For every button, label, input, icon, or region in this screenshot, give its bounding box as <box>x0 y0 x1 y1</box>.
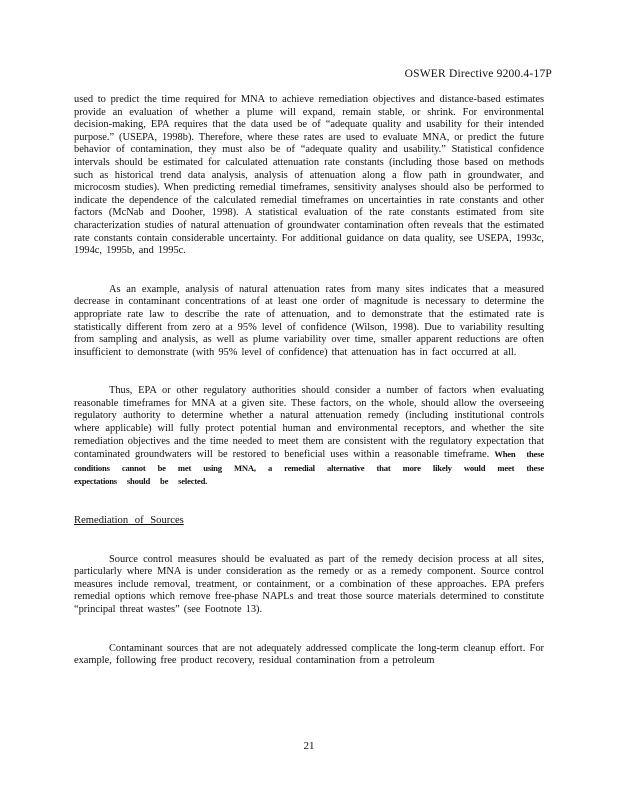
timeframes-bold-text: When these conditions cannot be met using MNA, a remedial alternative that more likely would meet these expectations should be selected. <box>74 449 544 487</box>
paragraph-contaminant-sources: Contaminant sources that are not adequately addressed complicate the long-term cleanup effort. For example, following free product recovery, residual contamination from a petroleum <box>74 642 544 667</box>
document-body <box>74 94 544 668</box>
paragraph-source-control: Source control measures should be evaluated as part of the remedy decision process at all sites, particularly where MNA is under consideration as the remedy or as a remedy component. Source control measures include removal, treatment, or containment, or a combination of these approaches. EPA prefers remedial options which remove free-phase NAPLs and treat those source materials determined to constitute “principal threat wastes” (see Footnote 13). <box>74 553 544 615</box>
timeframes-text: Thus, EPA or other regulatory authorities should consider a number of factors when evaluating reasonable timeframes for MNA at a given site. These factors, on the whole, should allow the overseeing regulatory authority to determine whether a natural attenuation remedy (including institutional controls where applicable) will fully protect potential human and environmental receptors, and whether the site remediation objectives and the time needed to meet them are consistent with the regulatory expectation that contaminated groundwaters will be restored to beneficial uses within a reasonable timeframe. <box>74 385 544 461</box>
page-number: 21 <box>303 740 315 752</box>
section-heading-remediation-of-sources: Remediation of Sources <box>74 515 184 527</box>
paragraph-timeframes <box>74 385 544 489</box>
directive-header: OSWER Directive 9200.4-17P <box>404 68 552 80</box>
paragraph-rate-uncertainty: used to predict the time required for MNA to achieve remediation objectives and distance-based estimates provide an evaluation of whether a plume will expand, remain stable, or shrink. For environmental decision-making, EPA requires that the data used be of “adequate quality and usability for their intended purpose.” (USEPA, 1998b). Therefore, where these rates are used to evaluate MNA, or predict the future behavior of contamination, they must also be of “adequate quality and usability.” Statistical confidence intervals should be estimated for calculated attenuation rate constants (including those based on methods such as historical trend data analysis, analysis of attenuation along a flow path in groundwater, and microcosm studies). When predicting remedial timeframes, sensitivity analyses should also be performed to indicate the dependence of the calculated remedial timeframes on uncertainties in rate constants and other factors (McNab and Dooher, 1998). A statistical evaluation of the rate constants estimated from site characterization studies of natural attenuation of groundwater contamination often reveals that the estimated rate constants contain considerable uncertainty. For additional guidance on data quality, see USEPA, 1993c, 1994c, 1995b, and 1995c. <box>74 94 544 257</box>
paragraph-example: As an example, analysis of natural attenuation rates from many sites indicates that a measured decrease in contaminant concentrations of at least one order of magnitude is necessary to determine the appropriate rate law to describe the rate of attenuation, and to demonstrate that the estimated rate is statistically different from zero at a 95% level of confidence (Wilson, 1998). Due to variability resulting from sampling and analysis, as well as plume variability over time, smaller apparent reductions are often insufficient to demonstrate (with 95% level of confidence) that attenuation has in fact occurred at all. <box>74 283 544 358</box>
